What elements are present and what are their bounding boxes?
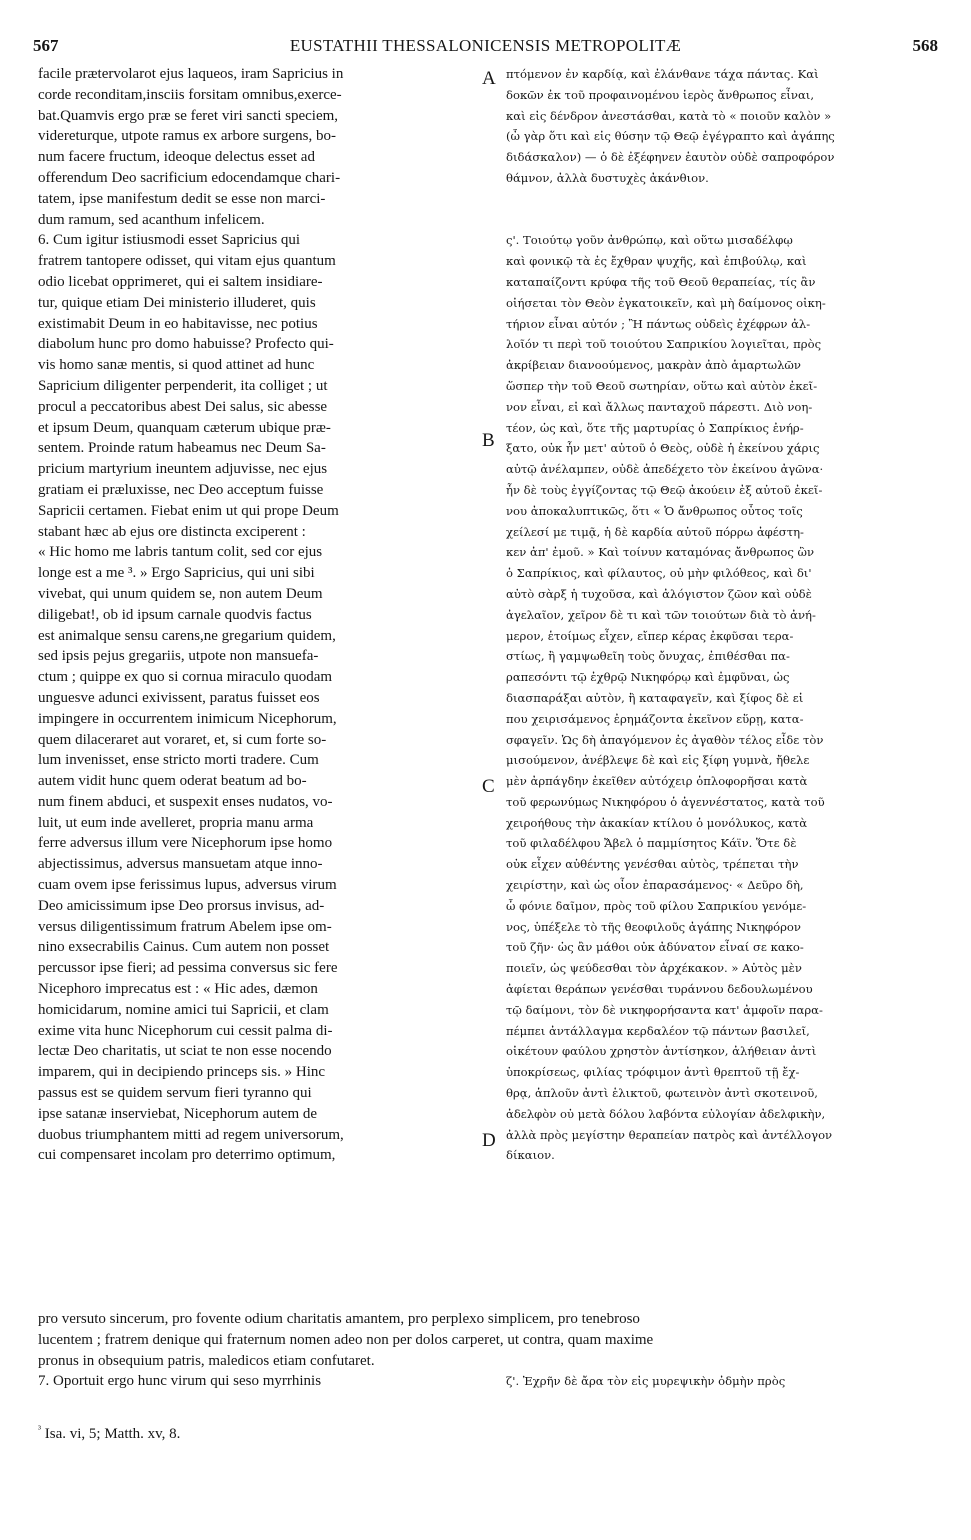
text-line: ctum ; quippe ex quo si cornua miraculo quodam [38,669,333,686]
text-line: odio licebat opprimeret, qui ei saltem insidiare- [38,273,323,290]
text-line: 6. Cum igitur istiusmodi esset Sapricius qui [38,232,301,249]
text-line: τέον, ὡς καὶ, ὅτε τῆς μαρτυρίας ὁ Σαπρίκιος ἐνήρ- [506,420,804,435]
page-number-right: 568 [912,36,938,55]
text-line: duobus triumphantem mitti ad regem universorum, [38,1126,344,1143]
margin-marker-c: C [482,776,495,797]
text-line: ὥσπερ τὴν τοῦ Θεοῦ σωτηρίαν, οὕτω καὶ αὐτὸν ἐκεῖ- [506,378,818,393]
text-line: ὦ φόνιε δαῖμον, πρὸς τοῦ φίλου Σαπρικίου γενόμε- [506,898,807,913]
running-title: EUSTATHII THESSALONICENSIS METROPOLITÆ [289,36,682,55]
text-line: stabant hæc ab ejus ore distincta exciperent : [38,523,306,540]
text-line: νον εἶναι, εἰ καὶ ἄλλως πανταχοῦ πάρεστι. Διὸ νοη- [506,399,813,414]
text-line: θάμνον, ἀλλὰ δυστυχὲς ἀκάνθιον. [506,170,709,185]
footnote [38,1424,180,1443]
text-line: χειροήθους τὴν ἀκακίαν κτίλου ὁ μονόλυκος, κατὰ [506,815,808,830]
text-line: diligebat!, ob id ipsum carnale quodvis factus [38,606,312,623]
text-line: gratiam ei præluxisse, nec Deo acceptum fuisse [38,481,324,498]
text-line: οἰκέτουν φαύλου χρηστὸν ἀντίσηκον, ἀλήθειαν ἀντὶ [506,1044,817,1059]
text-line: nino exsecrabilis Cainus. Cum autem non posset [38,939,330,956]
text-line: diabolum hunc pro domo habuisse? Profecto qui- [38,336,334,353]
text-line: αὐτὸ σὰρξ ἡ τυχοῦσα, καὶ ἀλόγιστον ζῶον καὶ οὐδὲ [506,586,812,601]
text-line: λοῖόν τι περὶ τοῦ τοιούτου Σαπρικίου λογιεῖται, πρὸς [506,337,822,352]
text-line: τοῦ φερωνύμως Νικηφόρου ὁ ἀγεννέστατος, κατὰ τοῦ [506,794,825,809]
text-line: δοκῶν ἐκ τοῦ προφαινομένου ἱερὸς ἄνθρωπος εἶναι, [506,87,815,102]
text-line: ζ'. Ἐχρῆν δὲ ἄρα τὸν εἰς μυρεψικὴν ὀδμὴν πρὸς [506,1374,786,1388]
text-line: pro versuto sincerum, pro fovente odium charitatis amantem, pro perplexo simplicem, pro tenebroso [38,1311,640,1327]
text-line: percussor ipse fieri; ad pessima conversus sic fere [38,960,338,977]
text-line: Sapricii certamen. Fiebat enim ut qui prope Deum [38,502,339,519]
text-line: passus est se quidem servum fieri tyranno qui [38,1085,312,1102]
text-line: ἀφίεται θεράπων γενέσθαι τυράννου δεδουλωμένου [506,982,813,997]
text-line: καὶ εἰς δένδρον ἀνεστάσθαι, κατὰ τὸ « ποιοῦν καλὸν » [506,108,832,123]
text-line: ἀκρίβειαν διανοούμενος, μακρὰν ἀπὸ ἁμαρτωλῶν [506,358,801,373]
text-line: impingere in occurrentem inimicum Nicephorum, [38,710,337,727]
text-line: videreturque, utpote ramus ex arbore surgens, bo- [38,128,336,145]
text-line: ferre adversus illum vere Nicephorum ipse homo [38,835,333,852]
text-line: καὶ φονικῷ τὰ ἐς ἔχθραν ψυχῆς, καὶ ἐπιβούλῳ, καὶ [506,254,807,269]
text-line: lucentem ; fratrem denique qui fraternum nomen adeo non per dolos carperet, ut contra, quam maxime [38,1331,654,1348]
text-line: θρᾳ, ἁπλοῦν ἀντὶ ἑλικτοῦ, φωτεινὸν ἀντὶ σκοτεινοῦ, [506,1086,818,1101]
text-line: δίκαιον. [506,1148,555,1163]
text-line: τοῦ φιλαδέλφου Ἄβελ ὁ παμμίσητος Κάϊν. Ὅτε δὲ [506,836,797,851]
text-line: ξατο, οὐκ ἦν μετ' αὐτοῦ ὁ Θεὸς, οὐδὲ ἡ ἐκείνου χάρις [506,441,820,456]
text-line: vivebat, qui unum quidem se, non autem Deum [38,585,323,602]
footnote-text: Isa. vi, 5; Matth. xv, 8. [44,1426,181,1442]
text-line: cuam ovem ipse ferissimus lupus, adversus virum [38,877,337,894]
text-line: tatem, ipse manifestum dedit se esse non marci- [38,190,326,207]
text-line: existimabit Deum in eo habitavisse, nec potius [38,315,318,332]
text-line: σφαγεῖν. Ὡς δὴ ἀπαγόμενον ἐς ἀγαθὸν τέλος εἶδε τὸν [506,732,824,747]
text-line: μερον, ἑτοίμως εἶχεν, εἴπερ κέρας ἐκφῦσαι τερα- [506,628,794,643]
text-line: cui compensaret incolam pro deterrimo optimum, [38,1147,336,1164]
text-line: στίως, ἢ γαμψωθεῖη τοὺς ὄνυχας, ἐπιθέσθαι πα- [506,649,790,664]
text-line: (ὦ γὰρ ὅτι καὶ εἰς θύσην τῷ Θεῷ ἐγέγραπτο καὶ ἀγάπης [506,129,835,144]
text-line: tur, quique etiam Dei ministerio illuderet, quis [38,294,316,311]
text-line: corde reconditam,insciis forsitam omnibus,exerce- [38,86,342,103]
text-line: ὑποκρίσεως, φιλίας τρόφιμον ἀντὶ θρεπτοῦ τῇ ἔχ- [506,1065,800,1080]
text-line: Deo amicissimum ipse Deo prorsus invisus, ad- [38,897,325,914]
text-line [506,189,934,210]
text-line: νου ἀποκαλυπτικῶς, ὅτι « Ὁ ἄνθρωπος οὗτος τοῖς [506,503,803,518]
text-line: ποιεῖν, ὡς ψεύδεσθαι τὸν ἀρχέκακον. » Αὐτὸς μὲν [506,961,802,976]
text-line: unguesve adunci exivissent, paratus fuisset eos [38,689,320,706]
greek-column [506,64,934,1166]
text-line [506,210,934,231]
text-line: που χειρισάμενος ἐρημάζοντα ἐκεῖνον εὕρῃ, κατα- [506,711,804,726]
text-line: ς'. Τοιούτῳ γοῦν ἀνθρώπῳ, καὶ οὕτω μισαδέλφῳ [506,233,793,248]
text-line: καταπαίζοντι κρύφα τῆς τοῦ Θεοῦ θεραπείας, τίς ἂν [506,274,816,289]
margin-marker-d: D [482,1130,496,1151]
section-7-latin [38,1371,476,1392]
text-line: versus diligentissimum fratrum Abelem ipse om- [38,918,332,935]
text-line: ἀδελφὸν οὐ μετὰ δόλου λαβόντα εὐλογίαν ἀδελφικὴν, [506,1106,826,1121]
section-7-greek [506,1371,934,1392]
text-line: πτόμενον ἐν καρδίᾳ, καὶ ἐλάνθανε τάχα πάντας. Καὶ [506,67,819,81]
text-line: pronus in obsequium patris, maledicos etiam confutaret. [38,1352,375,1369]
text-line: Sapricium diligenter perpenderit, ita colliget ; ut [38,377,328,394]
text-line: quem dilaceraret aut voraret, et, si cum forte so- [38,731,327,748]
text-line: 7. Oportuit ergo hunc virum qui seso myrrhinis [38,1373,322,1389]
text-line: ἀγελαῖον, χεῖρον δὲ τι καὶ τῶν τοιούτων διὰ τὸ ἀνή- [506,607,816,622]
text-line: est animalque sensu carens,ne gregarium quidem, [38,627,336,644]
text-line: διδάσκαλον) — ὁ δὲ ἐξέφηνεν ἑαυτὸν οὐδὲ σαπροφόρον [506,150,835,165]
margin-marker-b: B [482,430,495,451]
text-line: sed ipsis pejus gregariis, utpote non mansuefa- [38,648,319,665]
text-line: ἀλλὰ πρὸς μεγίστην θεραπείαν πατρὸς καὶ ἀντέλλογον [506,1127,833,1142]
text-line: sentem. Proinde ratum habeamus nec Deum Sa- [38,440,326,457]
text-line: longe est a me ³. » Ergo Sapricius, qui uni sibi [38,565,315,582]
text-line: num facere fructum, ideoque delectus esset ad [38,149,315,166]
text-line: οὐκ εἶχεν αὐθέντης γενέσθαι αὐτὸς, τρέπεται τὴν [506,857,799,872]
text-line: bat.Quamvis ergo præ se feret viri sancti speciem, [38,107,339,124]
full-width-paragraph [38,1309,934,1371]
text-line: et ipsum Deum, quanquam cæterum ubique præ- [38,419,331,436]
text-line: facile prætervolarot ejus laqueos, iram Sapricius in [38,66,344,82]
text-line: κεν ἀπ' ἐμοῦ. » Καὶ τοίνυν καταμόνας ἄνθρωπος ὢν [506,545,815,560]
text-line: τήριον εἶναι αὐτόν ; Ἢ πάντως οὐδεὶς ἐχέφρων ἀλ- [506,316,811,331]
text-line: ipse satanæ inserviebat, Nicephorum autem de [38,1105,318,1122]
text-line: fratrem tantopere odisset, qui vitam ejus quantum [38,253,336,270]
page-number-left: 567 [33,36,59,55]
text-line: num finem abduci, et suspexit enses nudatos, vo- [38,793,333,810]
text-line: διασπαράξαι αὐτὸν, ἢ καταφαγεῖν, καὶ ξίφος δὲ εἰ [506,690,804,705]
margin-marker-a: A [482,68,496,89]
text-line: μὲν ἀρπάγδην ἐκεῖθεν αὐτόχειρ ὁπλοφορῆσαι κατὰ [506,774,808,789]
text-line: dum ramum, sed acanthum infelicem. [38,211,265,228]
text-line: exime vita hunc Nicephorum cui cessit palma di- [38,1022,333,1039]
text-line: νος, ὑπέξελε τὸ τῆς θεοφιλοῦς ἀγάπης Νικηφόρον [506,919,801,934]
footnote-mark: ³ [38,1424,41,1435]
text-line: ὁ Σαπρίκιος, καὶ φίλαυτος, οὐ μὴν φιλόθεος, καὶ δι' [506,566,812,581]
text-line: homicidarum, nomine amici tui Sapricii, et clam [38,1001,329,1018]
text-line: αὐτῷ ἀνέλαμπεν, οὐδὲ ἀπεδέχετο τὸν ἐκείνου ἀγῶνα· [506,462,824,477]
text-line: vis homo sanæ mentis, si quod attinet ad hunc [38,357,315,374]
text-line: χείλεσί με τιμᾷ, ἡ δὲ καρδία αὐτοῦ πόρρω ἀφέστη- [506,524,804,539]
text-line: τοῦ ζῆν· ὡς ἂν μάθοι οὐκ ἀδύνατον εἶναί σε κακο- [506,940,804,955]
text-line: autem vidit hunc quem oderat beatum ad bo- [38,773,307,790]
text-line: μισούμενον, ἀνέβλεψε δὲ καὶ εἰς ξίφη γυμνὰ, ἤθελε [506,753,810,768]
text-line: οἰήσεται τὸν Θεὸν ἐγκατοικεῖν, καὶ μὴ δαίμονος οἰκη- [506,295,826,310]
text-line: « Hic homo me labris tantum colit, sed cor ejus [38,544,323,561]
text-line: imparem, qui in decipiendo princeps sis. » Hinc [38,1064,326,1081]
text-line: Nicephoro imprecatus est : « Hic ades, dæmon [38,981,318,998]
text-line: luit, ut eum inde avelleret, propria manu arma [38,814,314,831]
text-line: ραπεσόντι τῷ ἐχθρῷ Νικηφόρῳ καὶ ἐμφῦναι, ὡς [506,670,790,685]
text-line: πέμπει ἀντάλλαγμα κερδαλέον τῷ πάντων βασιλεῖ, [506,1023,810,1038]
page-header [33,36,938,60]
latin-column [38,64,476,1166]
text-line: ἦν δὲ τοὺς ἐγγίζοντας τῷ Θεῷ ἀκούειν ἐξ αὐτοῦ ἐκεῖ- [506,482,823,497]
text-line: lectæ Deo charitatis, ut sciat te non esse nocendo [38,1043,332,1060]
text-line: offerendum Deo sacrificium edocendamque chari- [38,169,341,186]
text-line: pricium martyrium ineuntem adjuvisse, nec ejus [38,461,328,478]
text-line: τῷ δαίμονι, τὸν δὲ νικηφορήσαντα κατ' ἀμφοῖν παρα- [506,1002,823,1017]
text-line: χειρίστην, καὶ ὡς οἷον ἐπαρασάμενος· « Δεῦρο δὴ, [506,878,804,893]
text-line: abjectissimus, adversus mansuetam atque inno- [38,856,323,873]
text-line: lum invenisset, ense stricto morti tradere. Cum [38,752,319,769]
text-line: procul a peccatoribus abest Dei salus, sic abesse [38,398,328,415]
